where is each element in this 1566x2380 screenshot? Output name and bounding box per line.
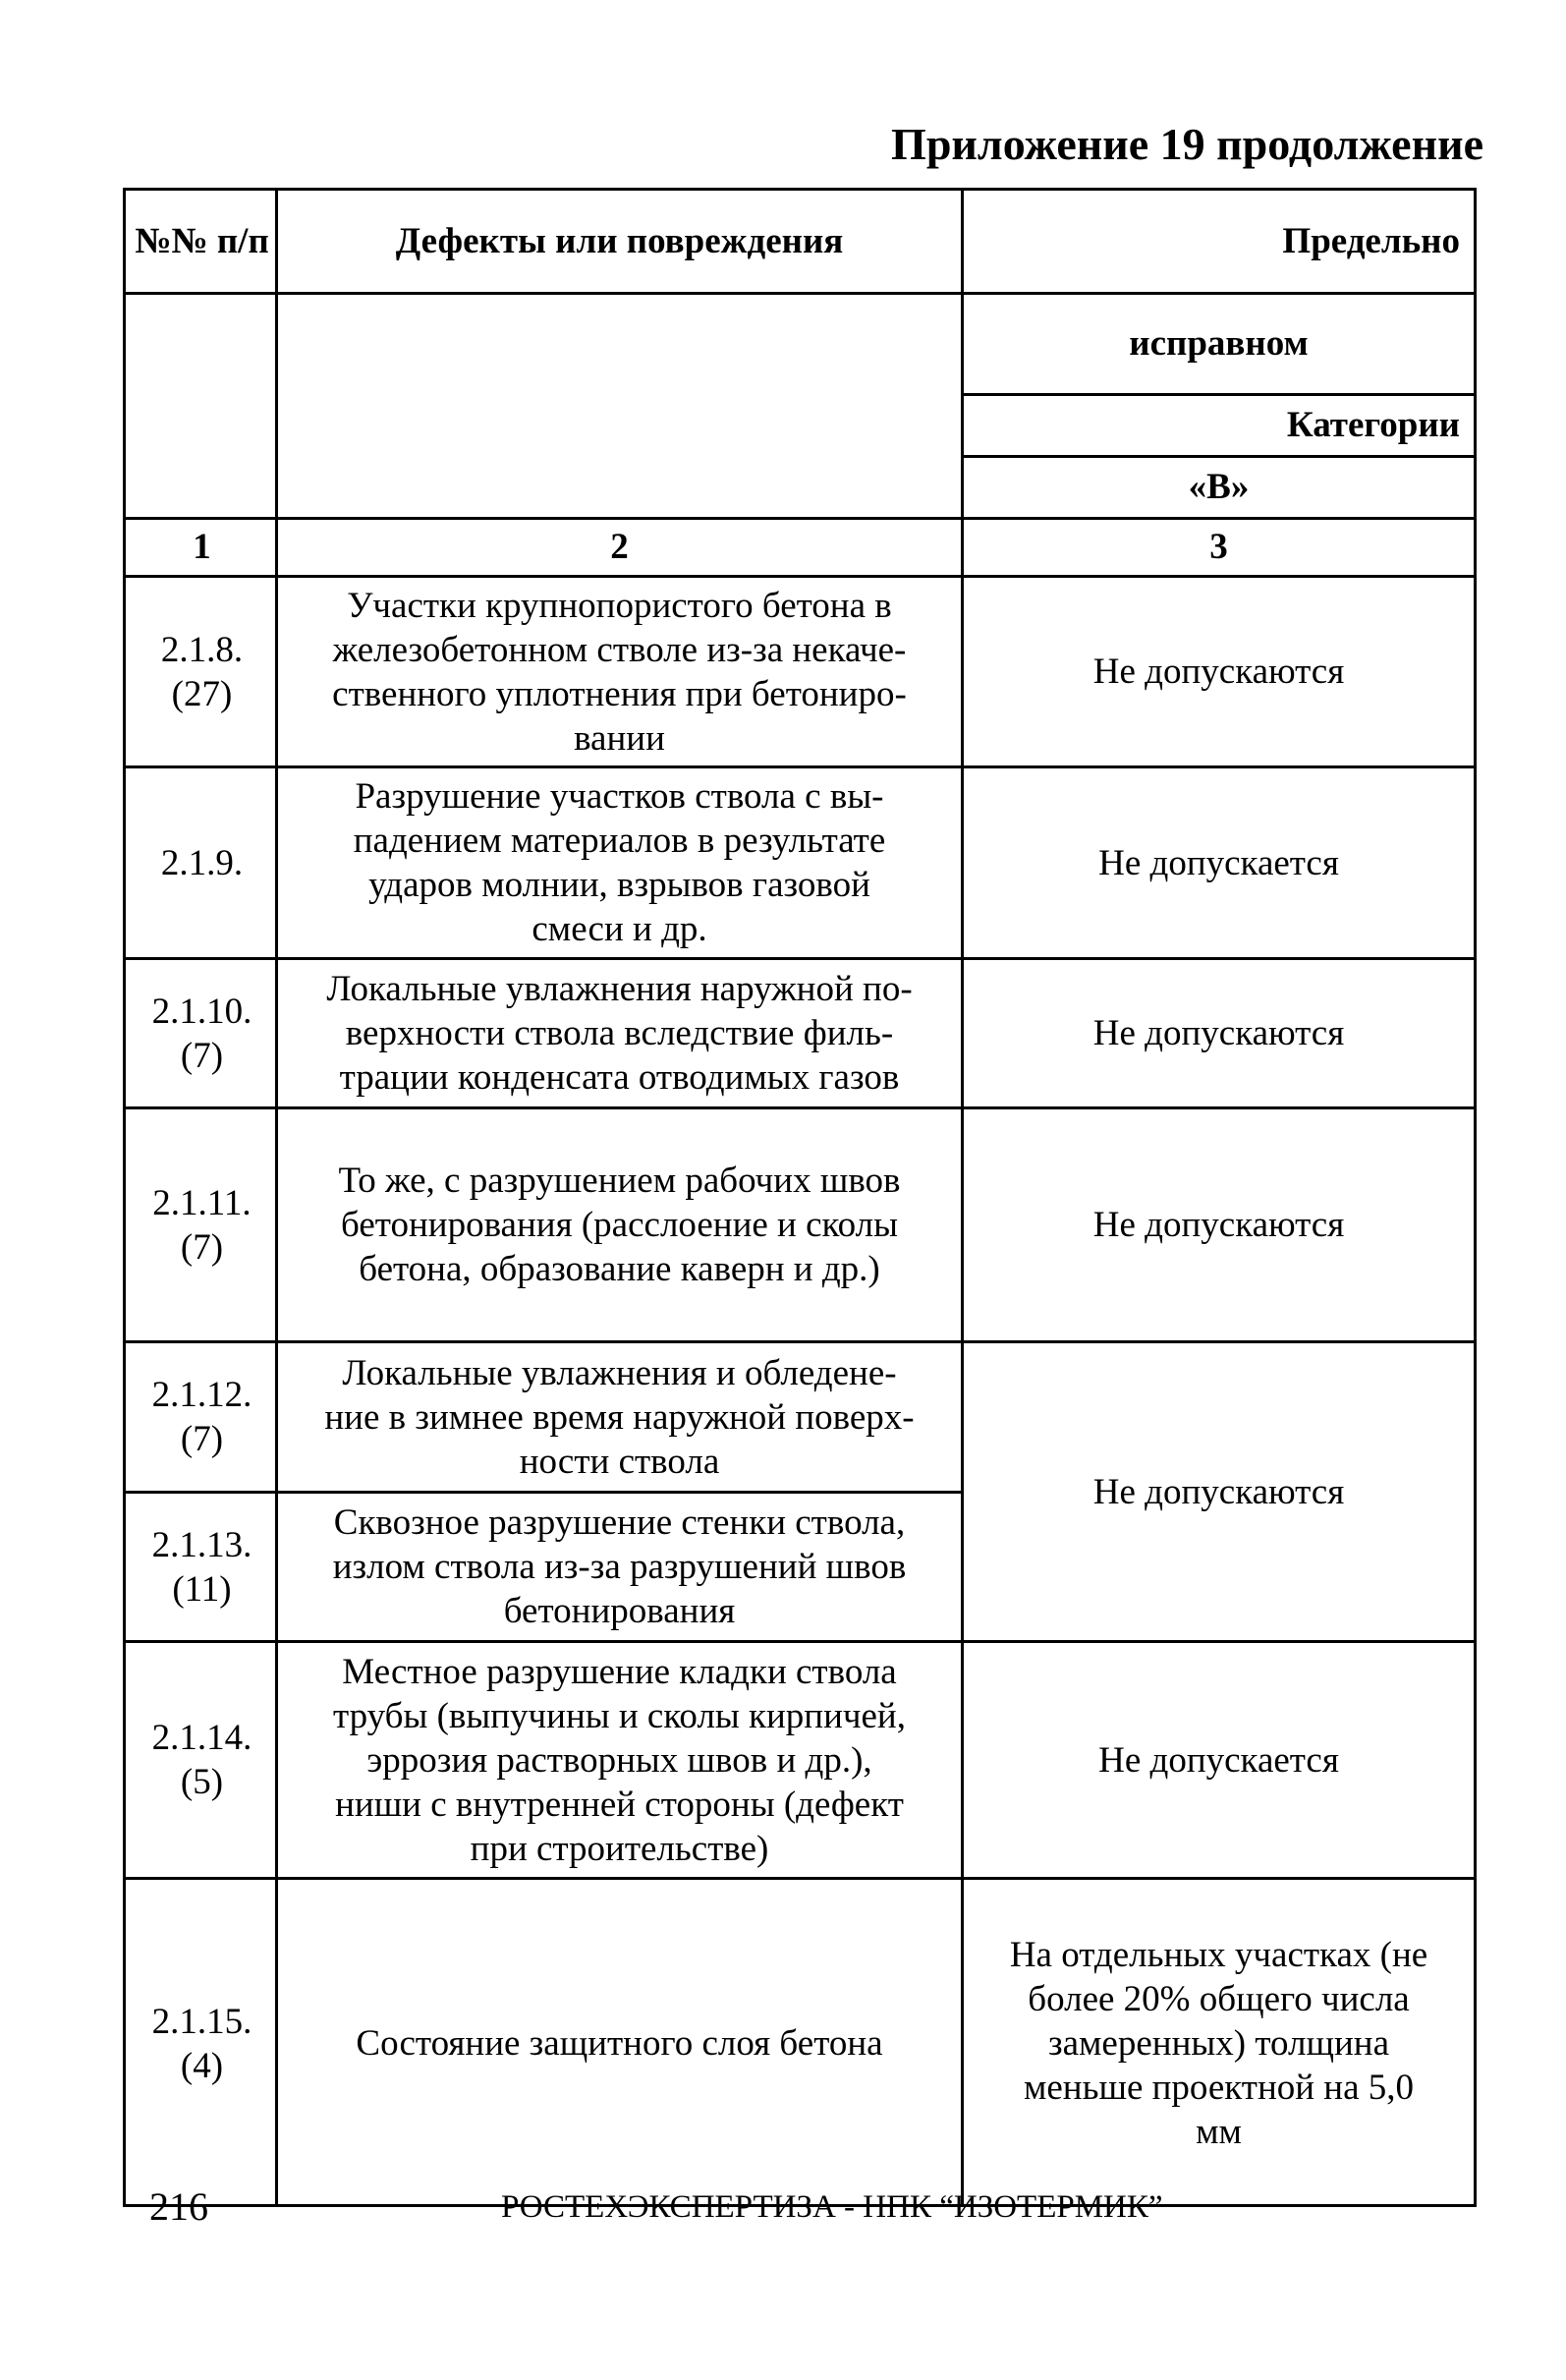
table-row-defect: Участки крупнопористого бетона в железобетонном стволе из-за некаче- ственного уплотнения при бетониро- вании <box>332 585 907 759</box>
table-row-num: 2.1.15. (4) <box>151 2001 252 2086</box>
table-row-num: 2.1.8. (27) <box>160 629 244 714</box>
table-row-defect: То же, с разрушением рабочих швов бетонирования (расслоение и сколы бетона, образование каверн и др.) <box>338 1161 901 1289</box>
table-row-limit: На отдельных участках (не более 20% общего числа замеренных) толщина меньше проектной на 5,0 мм <box>1009 1935 1428 2152</box>
table-row-num: 2.1.14. (5) <box>151 1718 252 1802</box>
table-row-num: 2.1.13. (11) <box>151 1524 252 1610</box>
colnum-3: 3 <box>1209 527 1228 567</box>
defects-table <box>123 188 1477 2207</box>
table-row-limit: Не допускается <box>1098 842 1339 883</box>
table-row-limit: Не допускаются <box>1092 652 1345 692</box>
table-row-num: 2.1.10. (7) <box>151 991 252 1076</box>
colnum-2: 2 <box>610 527 629 567</box>
table-row-num: 2.1.12. (7) <box>151 1375 252 1459</box>
table-row-defect: Локальные увлажнения наружной по- верхности ствола вследствие филь- трации конденсата отводимых газов <box>326 969 913 1098</box>
table-row-num: 2.1.11. (7) <box>152 1182 252 1268</box>
colnum-1: 1 <box>193 527 211 567</box>
table-row-defect: Сквозное разрушение стенки ствола, излом ствола из-за разрушений швов бетонирования <box>332 1502 907 1631</box>
table-row-num: 2.1.9. <box>160 842 244 883</box>
table-row-limit-merged: Не допускаются <box>1092 1471 1345 1512</box>
header-num: №№ п/п <box>135 220 269 261</box>
publisher-footer: РОСТЕХЭКСПЕРТИЗА - НПК “ИЗОТЕРМИК” <box>501 2189 1163 2225</box>
header-category: Категории <box>1286 405 1460 445</box>
header-defects: Дефекты или повреждения <box>395 220 844 261</box>
header-category-value: «В» <box>1188 467 1250 507</box>
page-number: 216 <box>149 2184 208 2229</box>
table-row-defect: Местное разрушение кладки ствола трубы (выпучины и сколы кирпичей, эррозия растворных швов и др.), ниши с внутренней стороны (дефект при строительстве) <box>333 1651 906 1869</box>
table-row-limit: Не допускаются <box>1092 1013 1345 1053</box>
table-row-limit: Не допускается <box>1098 1739 1339 1781</box>
header-limit: Предельно <box>1282 220 1460 261</box>
header-state: исправном <box>1129 323 1309 364</box>
appendix-title: Приложение 19 продолжение <box>891 119 1483 169</box>
table-row-limit: Не допускаются <box>1092 1205 1345 1245</box>
table-row-defect: Разрушение участков ствола с вы- падением материалов в результате ударов молнии, взрывов газовой смеси и др. <box>353 776 886 949</box>
table-row-defect: Состояние защитного слоя бетона <box>356 2023 883 2064</box>
table-row-defect: Локальные увлажнения и обледене- ние в зимнее время наружной поверх- ности ствола <box>324 1352 915 1482</box>
